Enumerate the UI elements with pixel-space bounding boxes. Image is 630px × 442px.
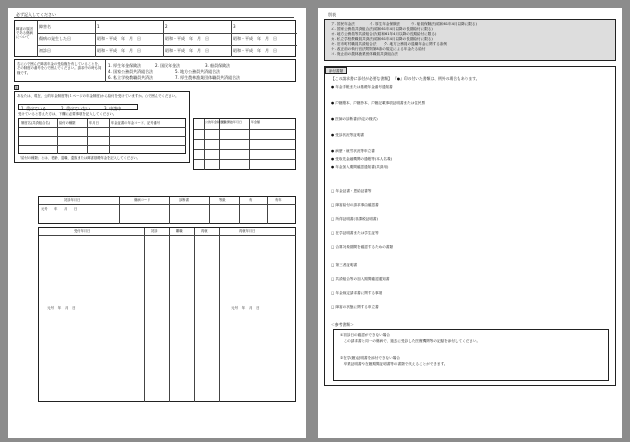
attachments-intro: 【この請求書に添付が必要な書類】 『●』印の付いた書類は、例外の場合もあります。 bbox=[331, 76, 480, 81]
option-3[interactable]: 3. 船員保険法 bbox=[205, 63, 231, 68]
appendix-list bbox=[324, 19, 616, 61]
attachment-item-8[interactable]: □ 年金証書・恩給証書等 bbox=[331, 189, 372, 193]
row-disease-name: 障害名 bbox=[39, 24, 51, 29]
col-grade: 等級 bbox=[219, 198, 226, 202]
appendix-item-4: カ. 私立学校教職員共済法(昭和61年4月以降の長期給付に限る) bbox=[331, 37, 433, 41]
onset-date-3[interactable]: 昭和・平成 年 月 日 bbox=[233, 36, 277, 41]
appendix-item-7: コ. 廃止前の農林漁業団体職員共済組合法 bbox=[331, 52, 398, 56]
col-benefit-type: 給付の種類 bbox=[59, 121, 76, 125]
reference-label: ＜参考書類＞ bbox=[331, 322, 354, 327]
required-heading: 必ず記入してください bbox=[16, 12, 56, 17]
appendix-item-1: ア. 国民年金法 イ. 厚生年金保険法 ウ. 船員保険法(昭和61年4月以降に限る) bbox=[331, 22, 477, 26]
office-use-row-1 bbox=[38, 196, 296, 224]
attachment-item-15[interactable]: □ 年金裁定請求書に関する事項 bbox=[331, 291, 383, 295]
not-receiving-option[interactable]: 2. 受けていない bbox=[61, 105, 91, 111]
benefit-type-note: 「給付の種類」とは、老齢、退職、遺族または障害基礎年金を記入してください。 bbox=[18, 156, 140, 160]
left-page bbox=[8, 8, 306, 438]
attachment-item-7: ● 年金加入期間確認通知書(共済用) bbox=[331, 165, 389, 169]
option-7[interactable]: 7. 厚生農林漁業団体職員共済組合法 bbox=[175, 75, 241, 80]
attachment-item-9[interactable]: □ 障害給付の請求事由確認書 bbox=[331, 203, 379, 207]
attachment-item-6: ● 受取先金融機関の通帳等(本人名義) bbox=[331, 157, 392, 161]
benefit-table bbox=[18, 118, 186, 154]
onset-date-2[interactable]: 昭和・平成 年 月 日 bbox=[165, 36, 209, 41]
attachment-item-13[interactable]: □ 第三者証明書 bbox=[331, 263, 358, 267]
disease-col-3: 3 bbox=[233, 24, 236, 29]
first-visit-entry[interactable]: 元号 年 月 日 bbox=[41, 207, 78, 211]
col-first-visit-date: 初診年月日 bbox=[64, 198, 81, 202]
attachment-item-16[interactable]: □ 障害の状態に関する申立書 bbox=[331, 305, 379, 309]
col-certificate-code: 年金証書の年金コード、記号番号 bbox=[111, 121, 161, 125]
appendix-heading: 別表 bbox=[328, 12, 336, 17]
applying-option[interactable]: 3. 申請中 bbox=[104, 105, 122, 111]
receipt-date-entry[interactable]: 元号 年 月 日 bbox=[47, 306, 76, 310]
appendix-item-6: ケ. 改正前の執行官法附則第8条の規定による年金たる給付 bbox=[331, 47, 426, 51]
attachment-item-3: ● 医師の診断書(所定の様式) bbox=[331, 117, 378, 121]
attachment-item-12[interactable]: □ 合算対象期間を確認するための書類 bbox=[331, 245, 394, 249]
reference-item-1-desc: この請求書と同一の傷病で、過去に受診した医療機関等の記録を添付してください。 bbox=[340, 339, 481, 343]
attachments-box bbox=[324, 66, 616, 386]
col-has: 有 bbox=[249, 198, 253, 202]
option-6[interactable]: 6. 私立学校教職員共済法 bbox=[108, 75, 154, 80]
col-reemployment-date: 再就年月日 bbox=[239, 229, 256, 233]
sec5-options-box bbox=[18, 104, 138, 110]
option-1[interactable]: 1. 厚生年金保険法 bbox=[108, 63, 142, 68]
appendix-item-3: オ. 地方公務員等共済組合法(昭和61年4月以降の長期給付に限る) bbox=[331, 32, 437, 36]
section-5-label: 5 bbox=[15, 86, 18, 90]
row-onset-date: 傷病の発生した日 bbox=[39, 36, 71, 41]
first-visit-date-2[interactable]: 昭和・平成 年 月 日 bbox=[165, 48, 209, 53]
pension-right-question bbox=[14, 59, 296, 82]
col-start-date: 支給開始年月日 bbox=[221, 120, 243, 124]
attachment-item-10[interactable]: □ 所得証明書(非課税証明書) bbox=[331, 217, 378, 221]
col-initial: 初診 bbox=[151, 229, 158, 233]
col-public-pension: 公的年金制度等 bbox=[205, 120, 227, 124]
pension-right-text: 右に○で囲んだ障害年金の受給権を有していることを、その制度の番号を○で囲んでください。請求中の時も同様です。 bbox=[17, 62, 102, 75]
section-5-instruction: 受けていると答えた方は、下欄に必要事項を記入してください。 bbox=[18, 112, 117, 116]
attachment-item-2: ● 戸籍謄本、戸籍抄本、戸籍記載事項証明書または住民票 bbox=[331, 101, 426, 105]
disease-table bbox=[14, 20, 296, 57]
option-2[interactable]: 2. 国民年金法 bbox=[155, 63, 181, 68]
side-label: 障害の原因である傷病について bbox=[16, 27, 33, 39]
col-system-name: 制度名(共済組合名) bbox=[21, 121, 50, 125]
reference-item-2: ②在学(籍)証明書を添付できない場合 bbox=[340, 356, 400, 360]
disease-col-2: 2 bbox=[165, 24, 168, 29]
attachment-item-1: ● 年金手帳または基礎年金番号通知書 bbox=[331, 85, 393, 89]
appendix-item-2: エ. 国家公務員共済組合法(昭和61年4月以降の長期給付に限る) bbox=[331, 27, 433, 31]
first-visit-date-3[interactable]: 昭和・平成 年 月 日 bbox=[233, 48, 277, 53]
disease-col-1: 1 bbox=[97, 24, 100, 29]
attachment-item-11[interactable]: □ 在学証明書または学生証等 bbox=[331, 231, 379, 235]
option-4[interactable]: 4. 国家公務員共済組合法 bbox=[108, 69, 154, 74]
col-date: 年月日 bbox=[89, 121, 99, 125]
attachments-label: 添付書類 bbox=[325, 67, 347, 74]
col-diagnosis: 診断書 bbox=[179, 198, 189, 202]
appendix-item-5: キ. 旧市町村職員共済組合法 ク. 地方公務員の退職年金に関する条例 bbox=[331, 42, 447, 46]
col-receipt-date: 受付年月日 bbox=[74, 229, 91, 233]
col-has-year: 有年 bbox=[275, 198, 282, 202]
section-5 bbox=[14, 91, 190, 163]
pension-record-grid bbox=[193, 118, 296, 170]
attachment-item-4: ● 受診状況等証明書 bbox=[331, 133, 365, 137]
option-5[interactable]: 5. 地方公務員共済組合法 bbox=[175, 69, 221, 74]
col-reemployment: 再就 bbox=[201, 229, 208, 233]
attachment-item-5: ● 病歴・就労状況等申立書 bbox=[331, 149, 375, 153]
reference-item-1: ①初診日の確認ができない場合 bbox=[340, 333, 390, 337]
right-page bbox=[318, 8, 622, 438]
reference-item-2-desc: 卒業証明書や在籍期間証明書等の書類で代えることができます。 bbox=[340, 362, 448, 366]
first-visit-date-1[interactable]: 昭和・平成 年 月 日 bbox=[97, 48, 141, 53]
row-first-visit: 初診日 bbox=[39, 48, 51, 53]
col-separation: 離職 bbox=[176, 229, 183, 233]
office-use-row-2 bbox=[38, 227, 296, 402]
reemployment-date-entry[interactable]: 元号 年 月 日 bbox=[231, 306, 260, 310]
attachment-item-14[interactable]: □ 共済組合等の加入期間確認通知書 bbox=[331, 277, 390, 281]
reference-box bbox=[333, 329, 609, 381]
section-5-question: あなたは、現在、公的年金制度等(１ページの年金制度)から給付を受けていますか。○で囲んでください。 bbox=[17, 94, 179, 98]
receiving-option[interactable]: 1. 受けている bbox=[21, 105, 47, 111]
onset-date-1[interactable]: 昭和・平成 年 月 日 bbox=[97, 36, 141, 41]
col-disease-code: 傷病コード bbox=[134, 198, 151, 202]
col-pension-amount: 年金額 bbox=[251, 120, 261, 124]
